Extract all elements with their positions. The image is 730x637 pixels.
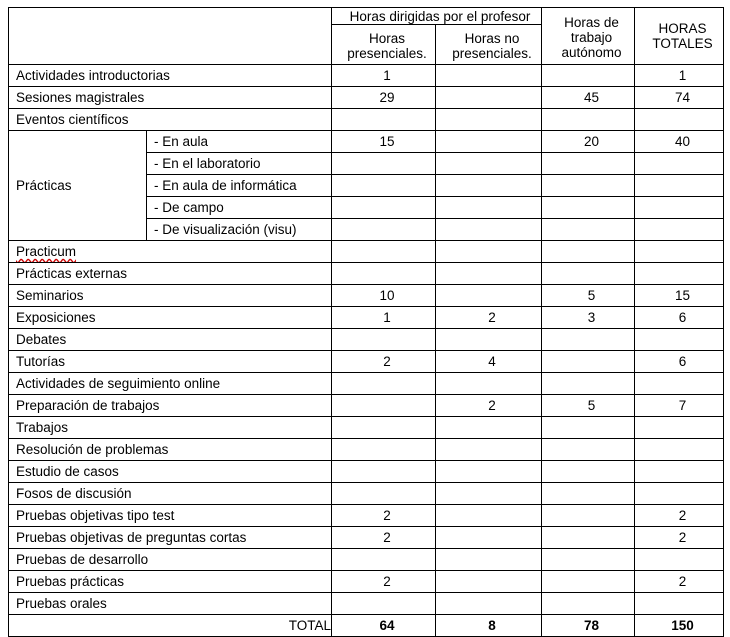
row-seminarios-presenciales: 10 [332,285,436,307]
row-pruebas-objetivas-tipo-test-autonomo [542,505,635,527]
row-practicas-de-visualizacion-visu-autonomo [542,219,635,241]
row-practicas-en-aula-no-presenciales [436,131,542,153]
row-sesiones-magistrales-presenciales: 29 [332,87,436,109]
row-pruebas-objetivas-de-preguntas-cortas-label: Pruebas objetivas de preguntas cortas [9,527,332,549]
total-no-presenciales: 8 [436,615,542,637]
header-horas-dirigidas: Horas dirigidas por el profesor [332,8,542,25]
row-practicas-en-el-laboratorio-presenciales [332,153,436,175]
row-fosos-de-discusion [9,483,724,505]
row-pruebas-de-desarrollo-autonomo [542,549,635,571]
practicas-group-label: Prácticas [9,131,147,241]
row-estudio-de-casos-total [635,461,724,483]
row-pruebas-practicas-autonomo [542,571,635,593]
row-eventos-cientificos-presenciales [332,109,436,131]
row-practicas-de-campo-no-presenciales [436,197,542,219]
row-fosos-de-discusion-presenciales [332,483,436,505]
row-practicum-autonomo [542,241,635,263]
row-seminarios-total: 15 [635,285,724,307]
row-pruebas-orales [9,593,724,615]
row-practicas-en-el-laboratorio-autonomo [542,153,635,175]
row-pruebas-practicas-no-presenciales [436,571,542,593]
row-tutorias-presenciales: 2 [332,351,436,373]
row-pruebas-objetivas-tipo-test-presenciales: 2 [332,505,436,527]
row-pruebas-orales-label: Pruebas orales [9,593,332,615]
row-practicas-externas-presenciales [332,263,436,285]
total-presenciales: 64 [332,615,436,637]
row-debates-total [635,329,724,351]
row-tutorias-total: 6 [635,351,724,373]
row-practicas-de-visualizacion-visu-total [635,219,724,241]
row-practicas-de-campo-label: - De campo [147,197,332,219]
row-pruebas-practicas-presenciales: 2 [332,571,436,593]
row-pruebas-objetivas-tipo-test [9,505,724,527]
row-pruebas-objetivas-de-preguntas-cortas [9,527,724,549]
row-pruebas-objetivas-tipo-test-label: Pruebas objetivas tipo test [9,505,332,527]
row-practicas-de-campo-presenciales [332,197,436,219]
row-preparacion-de-trabajos [9,395,724,417]
row-preparacion-de-trabajos-presenciales [332,395,436,417]
row-practicas-en-aula-de-informatica-autonomo [542,175,635,197]
row-exposiciones-autonomo: 3 [542,307,635,329]
row-exposiciones-total: 6 [635,307,724,329]
row-practicas-en-el-laboratorio-label: - En el laboratorio [147,153,332,175]
hours-table [8,7,724,637]
row-estudio-de-casos-autonomo [542,461,635,483]
row-pruebas-orales-autonomo [542,593,635,615]
row-practicas-de-visualizacion-visu-label: - De visualización (visu) [147,219,332,241]
row-practicas-en-el-laboratorio-total [635,153,724,175]
row-pruebas-practicas-label: Pruebas prácticas [9,571,332,593]
row-practicas-en-aula-de-informatica-total [635,175,724,197]
row-practicas-de-visualizacion-visu-no-presenciales [436,219,542,241]
row-resolucion-de-problemas [9,439,724,461]
row-estudio-de-casos [9,461,724,483]
header-blank-cell [9,8,332,65]
row-fosos-de-discusion-total [635,483,724,505]
row-trabajos-total [635,417,724,439]
row-eventos-cientificos-label: Eventos científicos [9,109,332,131]
header-horas-autonomo: Horas de trabajo autónomo [542,8,635,65]
row-tutorias-label: Tutorías [9,351,332,373]
row-actividades-de-seguimiento-online [9,373,724,395]
header-horas-presenciales: Horas presenciales. [332,25,436,65]
row-fosos-de-discusion-label: Fosos de discusión [9,483,332,505]
row-practicas-externas-label: Prácticas externas [9,263,332,285]
row-preparacion-de-trabajos-no-presenciales: 2 [436,395,542,417]
total-horas: 150 [635,615,724,637]
row-actividades-de-seguimiento-online-total [635,373,724,395]
row-practicum-label: Practicum [9,241,332,263]
row-practicum-no-presenciales [436,241,542,263]
row-resolucion-de-problemas-presenciales [332,439,436,461]
row-tutorias-autonomo [542,351,635,373]
row-actividades-de-seguimiento-online-presenciales [332,373,436,395]
row-pruebas-objetivas-de-preguntas-cortas-presenciales: 2 [332,527,436,549]
row-practicas-en-aula-total: 40 [635,131,724,153]
row-practicas-externas-total [635,263,724,285]
row-pruebas-de-desarrollo [9,549,724,571]
row-estudio-de-casos-no-presenciales [436,461,542,483]
row-estudio-de-casos-presenciales [332,461,436,483]
row-practicum-total [635,241,724,263]
row-pruebas-objetivas-tipo-test-total: 2 [635,505,724,527]
row-pruebas-practicas [9,571,724,593]
row-eventos-cientificos-no-presenciales [436,109,542,131]
row-practicas-externas-no-presenciales [436,263,542,285]
row-practicas-en-aula-de-informatica-no-presenciales [436,175,542,197]
row-actividades-introductorias-label: Actividades introductorias [9,65,332,87]
row-pruebas-de-desarrollo-total [635,549,724,571]
row-seminarios-no-presenciales [436,285,542,307]
row-practicas-en-aula-presenciales: 15 [332,131,436,153]
row-practicas-en-aula-label: - En aula [147,131,332,153]
row-debates-autonomo [542,329,635,351]
row-debates-no-presenciales [436,329,542,351]
row-sesiones-magistrales-no-presenciales [436,87,542,109]
row-tutorias [9,351,724,373]
row-pruebas-practicas-total: 2 [635,571,724,593]
row-actividades-introductorias-total: 1 [635,65,724,87]
row-pruebas-objetivas-de-preguntas-cortas-autonomo [542,527,635,549]
row-preparacion-de-trabajos-total: 7 [635,395,724,417]
row-preparacion-de-trabajos-label: Preparación de trabajos [9,395,332,417]
row-fosos-de-discusion-no-presenciales [436,483,542,505]
row-trabajos-label: Trabajos [9,417,332,439]
row-practicas-en-aula-de-informatica-label: - En aula de informática [147,175,332,197]
row-seminarios-label: Seminarios [9,285,332,307]
row-pruebas-de-desarrollo-presenciales [332,549,436,571]
row-practicas-en-aula [9,131,724,153]
row-pruebas-objetivas-de-preguntas-cortas-no-presenciales [436,527,542,549]
row-practicas-de-campo-autonomo [542,197,635,219]
row-practicum [9,241,724,263]
header-horas-totales: HORAS TOTALES [635,8,724,65]
row-pruebas-objetivas-de-preguntas-cortas-total: 2 [635,527,724,549]
row-trabajos-autonomo [542,417,635,439]
row-eventos-cientificos-total [635,109,724,131]
row-practicum-presenciales [332,241,436,263]
header-horas-no-presenciales: Horas no presenciales. [436,25,542,65]
row-seminarios-autonomo: 5 [542,285,635,307]
row-tutorias-no-presenciales: 4 [436,351,542,373]
row-debates-presenciales [332,329,436,351]
row-resolucion-de-problemas-label: Resolución de problemas [9,439,332,461]
row-seminarios [9,285,724,307]
row-preparacion-de-trabajos-autonomo: 5 [542,395,635,417]
row-practicas-de-visualizacion-visu-presenciales [332,219,436,241]
row-sesiones-magistrales-label: Sesiones magistrales [9,87,332,109]
row-resolucion-de-problemas-no-presenciales [436,439,542,461]
row-eventos-cientificos-autonomo [542,109,635,131]
row-debates-label: Debates [9,329,332,351]
row-actividades-introductorias-no-presenciales [436,65,542,87]
row-eventos-cientificos [9,109,724,131]
row-trabajos-presenciales [332,417,436,439]
row-practicas-externas [9,263,724,285]
row-actividades-de-seguimiento-online-label: Actividades de seguimiento online [9,373,332,395]
row-pruebas-objetivas-tipo-test-no-presenciales [436,505,542,527]
total-autonomo: 78 [542,615,635,637]
row-pruebas-orales-presenciales [332,593,436,615]
row-estudio-de-casos-label: Estudio de casos [9,461,332,483]
row-practicas-de-campo-total [635,197,724,219]
row-fosos-de-discusion-autonomo [542,483,635,505]
row-exposiciones-no-presenciales: 2 [436,307,542,329]
row-sesiones-magistrales-total: 74 [635,87,724,109]
row-exposiciones-label: Exposiciones [9,307,332,329]
row-debates [9,329,724,351]
row-actividades-de-seguimiento-online-autonomo [542,373,635,395]
row-resolucion-de-problemas-total [635,439,724,461]
row-sesiones-magistrales-autonomo: 45 [542,87,635,109]
row-actividades-introductorias [9,65,724,87]
row-trabajos [9,417,724,439]
row-sesiones-magistrales [9,87,724,109]
row-exposiciones [9,307,724,329]
row-pruebas-orales-total [635,593,724,615]
row-practicas-externas-autonomo [542,263,635,285]
row-actividades-introductorias-autonomo [542,65,635,87]
row-pruebas-orales-no-presenciales [436,593,542,615]
row-actividades-introductorias-presenciales: 1 [332,65,436,87]
total-row [9,615,724,637]
row-exposiciones-presenciales: 1 [332,307,436,329]
row-practicas-en-aula-autonomo: 20 [542,131,635,153]
total-label: TOTAL [9,615,332,637]
row-actividades-de-seguimiento-online-no-presenciales [436,373,542,395]
row-practicas-en-el-laboratorio-no-presenciales [436,153,542,175]
row-pruebas-de-desarrollo-no-presenciales [436,549,542,571]
row-resolucion-de-problemas-autonomo [542,439,635,461]
row-pruebas-de-desarrollo-label: Pruebas de desarrollo [9,549,332,571]
row-trabajos-no-presenciales [436,417,542,439]
row-practicas-en-aula-de-informatica-presenciales [332,175,436,197]
